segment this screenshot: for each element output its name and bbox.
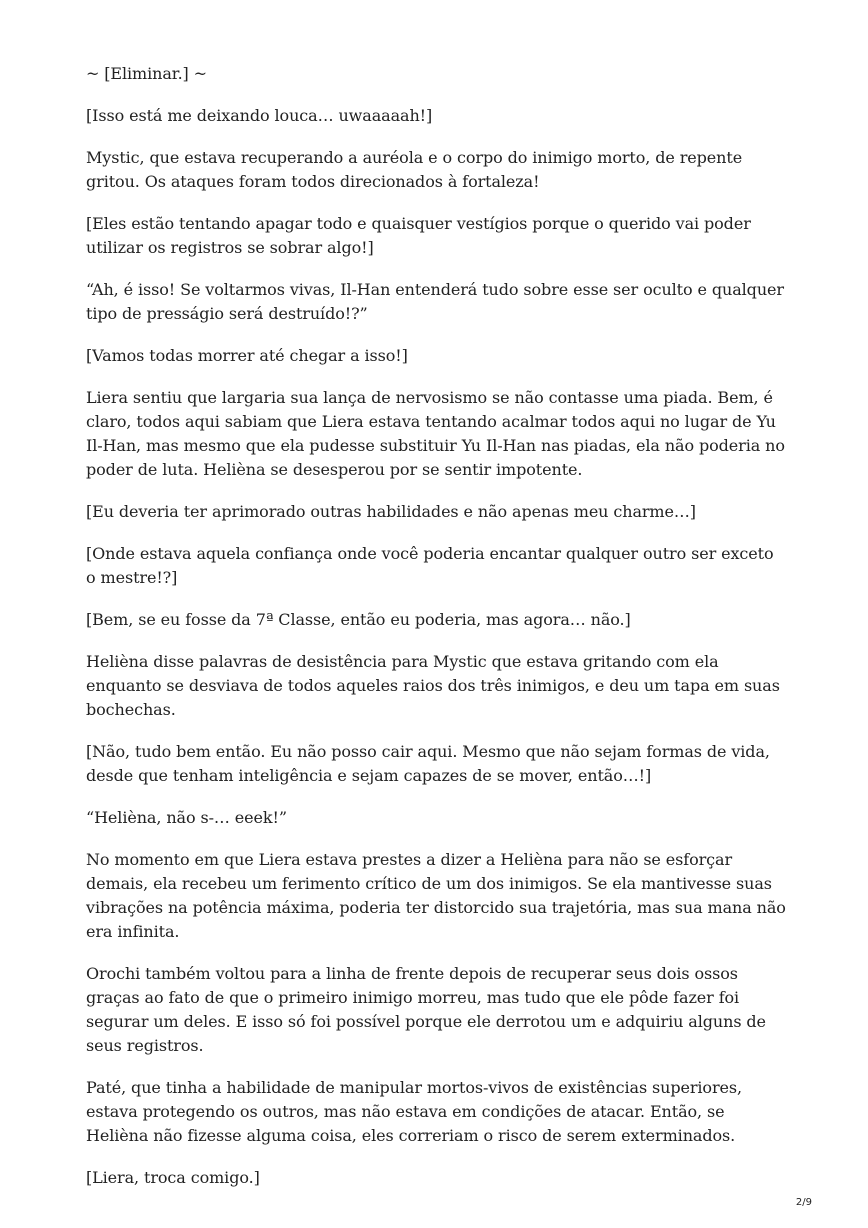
paragraph: “Ah, é isso! Se voltarmos vivas, Il-Han entenderá tudo sobre esse ser oculto e qualquer tipo de presságio será destruído!?” <box>86 280 784 323</box>
paragraph: Orochi também voltou para a linha de frente depois de recuperar seus dois ossos graças ao fato de que o primeiro inimigo morreu, mas tudo que ele pôde fazer foi segurar um deles. E isso só foi possível porque ele derrotou um e adquiriu alguns de seus registros. <box>86 964 766 1055</box>
paragraph: Liera sentiu que largaria sua lança de nervosismo se não contasse uma piada. Bem, é claro, todos aqui sabiam que Liera estava tentando acalmar todos aqui no lugar de Yu Il-Han, mas mesmo que ela pudesse substituir Yu Il-Han nas piadas, ela não poderia no poder de luta. Helièna se desesperou por se sentir impotente. <box>86 388 785 479</box>
paragraph: [Eles estão tentando apagar todo e quaisquer vestígios porque o querido vai poder utilizar os registros se sobrar algo!] <box>86 214 751 257</box>
paragraph: [Liera, troca comigo.] <box>86 1168 260 1187</box>
paragraph: Helièna disse palavras de desistência para Mystic que estava gritando com ela enquanto se desviava de todos aqueles raios dos três inimigos, e deu um tapa em suas bochechas. <box>86 652 780 719</box>
paragraph: [Não, tudo bem então. Eu não posso cair aqui. Mesmo que não sejam formas de vida, desde que tenham inteligência e sejam capazes de se mover, então…!] <box>86 742 770 785</box>
paragraph: “Helièna, não s-… eeek!” <box>86 808 287 827</box>
paragraph: [Bem, se eu fosse da 7ª Classe, então eu poderia, mas agora… não.] <box>86 610 631 629</box>
paragraph: No momento em que Liera estava prestes a dizer a Helièna para não se esforçar demais, ela recebeu um ferimento crítico de um dos inimigos. Se ela mantivesse suas vibrações na potência máxima, poderia ter distorcido sua trajetória, mas sua mana não era infinita. <box>86 850 786 941</box>
document-body <box>86 62 786 1208</box>
paragraph: [Vamos todas morrer até chegar a isso!] <box>86 346 408 365</box>
paragraph: [Onde estava aquela confiança onde você poderia encantar qualquer outro ser exceto o mestre!?] <box>86 544 774 587</box>
paragraph: [Eu deveria ter aprimorado outras habilidades e não apenas meu charme…] <box>86 502 696 521</box>
paragraph: Mystic, que estava recuperando a auréola e o corpo do inimigo morto, de repente gritou. Os ataques foram todos direcionados à fortaleza! <box>86 148 743 191</box>
page-number: 2/9 <box>795 1197 812 1208</box>
paragraph: [Isso está me deixando louca… uwaaaaah!] <box>86 106 433 125</box>
paragraph: Paté, que tinha a habilidade de manipular mortos-vivos de existências superiores, estava protegendo os outros, mas não estava em condições de atacar. Então, se Helièna não fizesse alguma coisa, eles correriam o risco de serem exterminados. <box>86 1078 742 1145</box>
paragraph: ~ [Eliminar.] ~ <box>86 64 207 83</box>
